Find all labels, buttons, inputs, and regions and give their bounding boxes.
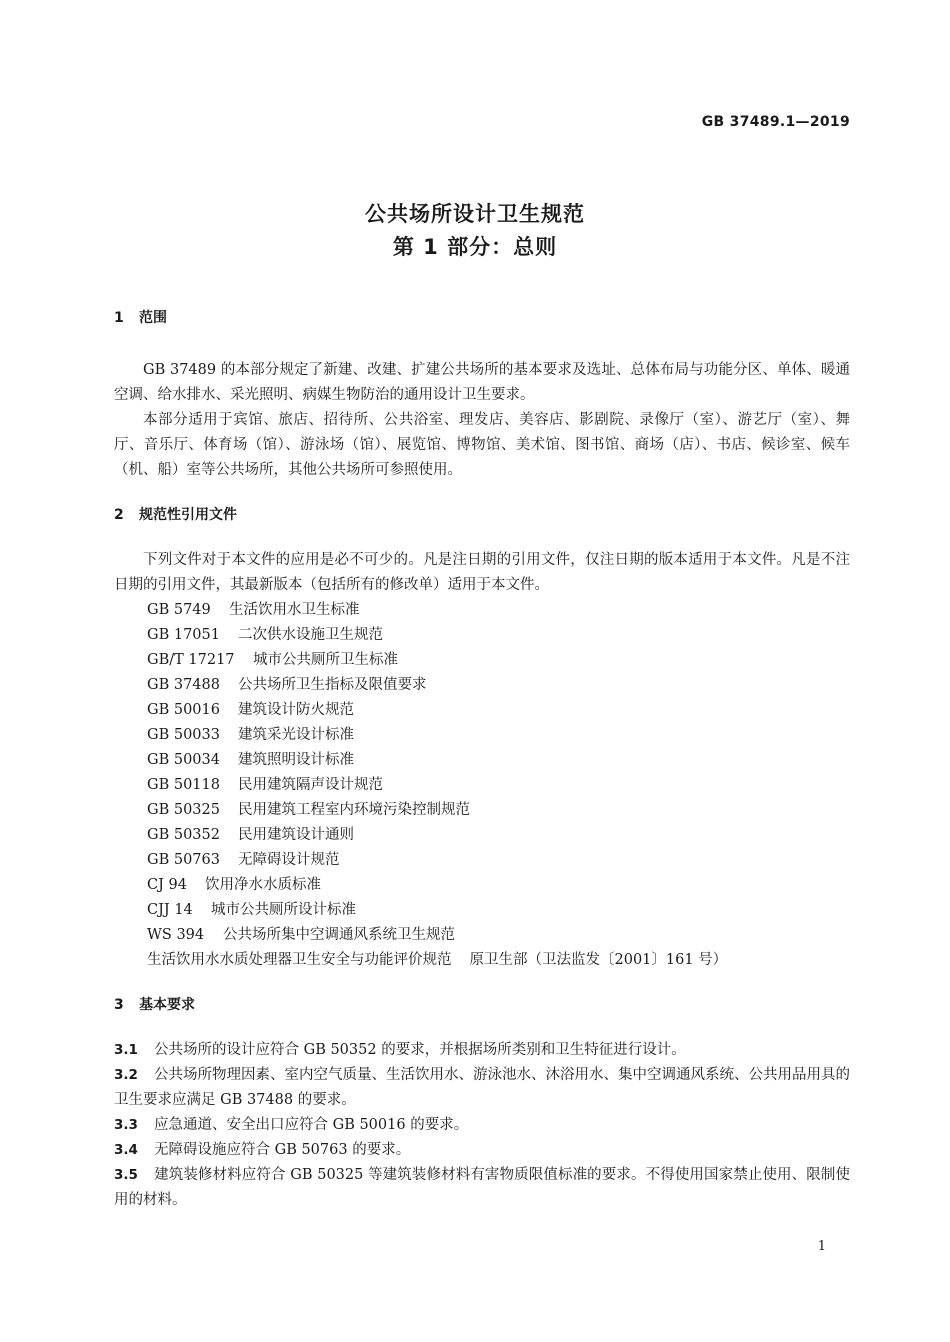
reference-code: GB 37488 (147, 677, 220, 693)
reference-item (114, 898, 850, 923)
reference-item (114, 623, 850, 648)
reference-code: GB 50118 (147, 777, 220, 793)
clause-number: 3.2 (114, 1067, 138, 1083)
paragraph: GB 37489 的本部分规定了新建、改建、扩建公共场所的基本要求及选址、总体布局与功能分区、单体、暖通空调、给水排水、采光照明、病媒生物防治的通用设计卫生要求。 (114, 362, 850, 403)
section-title: 基本要求 (139, 997, 195, 1013)
reference-code: GB 50034 (147, 752, 220, 768)
reference-item (114, 723, 850, 748)
reference-title: 建筑照明设计标准 (238, 752, 354, 768)
reference-code: GB 50325 (147, 802, 220, 818)
section-title: 规范性引用文件 (139, 507, 237, 523)
reference-code: GB 17051 (147, 627, 220, 643)
reference-code: GB 50033 (147, 727, 220, 743)
reference-code: 生活饮用水水质处理器卫生安全与功能评价规范 (147, 952, 452, 968)
clause-text: 应急通道、安全出口应符合 GB 50016 的要求。 (154, 1117, 469, 1133)
clause (114, 1138, 850, 1163)
clause (114, 1113, 850, 1138)
reference-item (114, 773, 850, 798)
reference-title: 城市公共厕所卫生标准 (253, 652, 398, 668)
reference-list (114, 598, 850, 973)
section-number: 2 (114, 507, 124, 523)
reference-title: 无障碍设计规范 (238, 852, 340, 868)
section-number: 1 (114, 310, 124, 326)
reference-title: 民用建筑隔声设计规范 (238, 777, 383, 793)
reference-code: CJ 94 (147, 877, 187, 893)
section-heading (114, 993, 850, 1018)
paragraph: 下列文件对于本文件的应用是必不可少的。凡是注日期的引用文件，仅注日期的版本适用于本文件。凡是不注日期的引用文件，其最新版本（包括所有的修改单）适用于本文件。 (114, 552, 850, 593)
clause-number: 3.5 (114, 1167, 138, 1183)
reference-code: WS 394 (147, 927, 205, 943)
clause-number: 3.1 (114, 1042, 138, 1058)
reference-item (114, 923, 850, 948)
reference-item (114, 848, 850, 873)
reference-title: 生活饮用水卫生标准 (229, 602, 360, 618)
clause-text: 公共场所物理因素、室内空气质量、生活饮用水、游泳池水、沐浴用水、集中空调通风系统、公共用品用具的卫生要求应满足 GB 37488 的要求。 (114, 1067, 850, 1108)
reference-code: GB/T 17217 (147, 652, 235, 668)
clause-text: 公共场所的设计应符合 GB 50352 的要求，并根据场所类别和卫生特征进行设计。 (154, 1042, 686, 1058)
reference-title: 公共场所卫生指标及限值要求 (238, 677, 427, 693)
reference-item (114, 798, 850, 823)
reference-item (114, 748, 850, 773)
reference-title: 民用建筑工程室内环境污染控制规范 (238, 802, 470, 818)
reference-title: 建筑设计防火规范 (238, 702, 354, 718)
reference-code: GB 50352 (147, 827, 220, 843)
reference-item (114, 948, 850, 973)
clause-number: 3.3 (114, 1117, 138, 1133)
clause-text: 建筑装修材料应符合 GB 50325 等建筑装修材料有害物质限值标准的要求。不得使用国家禁止使用、限制使用的材料。 (114, 1167, 850, 1208)
reference-title: 城市公共厕所设计标准 (211, 902, 356, 918)
reference-item (114, 648, 850, 673)
reference-item (114, 823, 850, 848)
reference-title: 公共场所集中空调通风系统卫生规范 (223, 927, 455, 943)
reference-title: 二次供水设施卫生规范 (238, 627, 383, 643)
reference-title: 饮用净水水质标准 (205, 877, 321, 893)
reference-title: 民用建筑设计通则 (238, 827, 354, 843)
clause-text: 无障碍设施应符合 GB 50763 的要求。 (154, 1142, 411, 1158)
reference-item (114, 598, 850, 623)
clause-number: 3.4 (114, 1142, 138, 1158)
section-heading (114, 503, 850, 528)
page-number: 1 (817, 1239, 826, 1254)
clause (114, 1063, 850, 1113)
clause (114, 1038, 850, 1063)
reference-code: GB 5749 (147, 602, 211, 618)
reference-item (114, 873, 850, 898)
paragraph: 本部分适用于宾馆、旅店、招待所、公共浴室、理发店、美容店、影剧院、录像厅（室）、游艺厅（室）、舞厅、音乐厅、体育场（馆）、游泳场（馆）、展览馆、博物馆、美术馆、图书馆、商场（店）、书店、候诊室、候车（机、船）室等公共场所，其他公共场所可参照使用。 (114, 412, 850, 478)
clause (114, 1163, 850, 1213)
reference-item (114, 673, 850, 698)
section-title: 范围 (139, 310, 167, 326)
reference-code: GB 50016 (147, 702, 220, 718)
clause-list (114, 1038, 850, 1213)
reference-code: GB 50763 (147, 852, 220, 868)
document-body (114, 300, 850, 1213)
section-number: 3 (114, 997, 124, 1013)
reference-code: CJJ 14 (147, 902, 193, 918)
document-title: 公共场所设计卫生规范 (365, 202, 585, 226)
standard-code: GB 37489.1—2019 (701, 114, 850, 130)
document-subtitle: 第 1 部分：总则 (392, 235, 558, 259)
section-heading (114, 306, 850, 331)
reference-title: 建筑采光设计标准 (238, 727, 354, 743)
reference-title: 原卫生部（卫法监发〔2001〕161 号） (469, 952, 728, 968)
reference-item (114, 698, 850, 723)
